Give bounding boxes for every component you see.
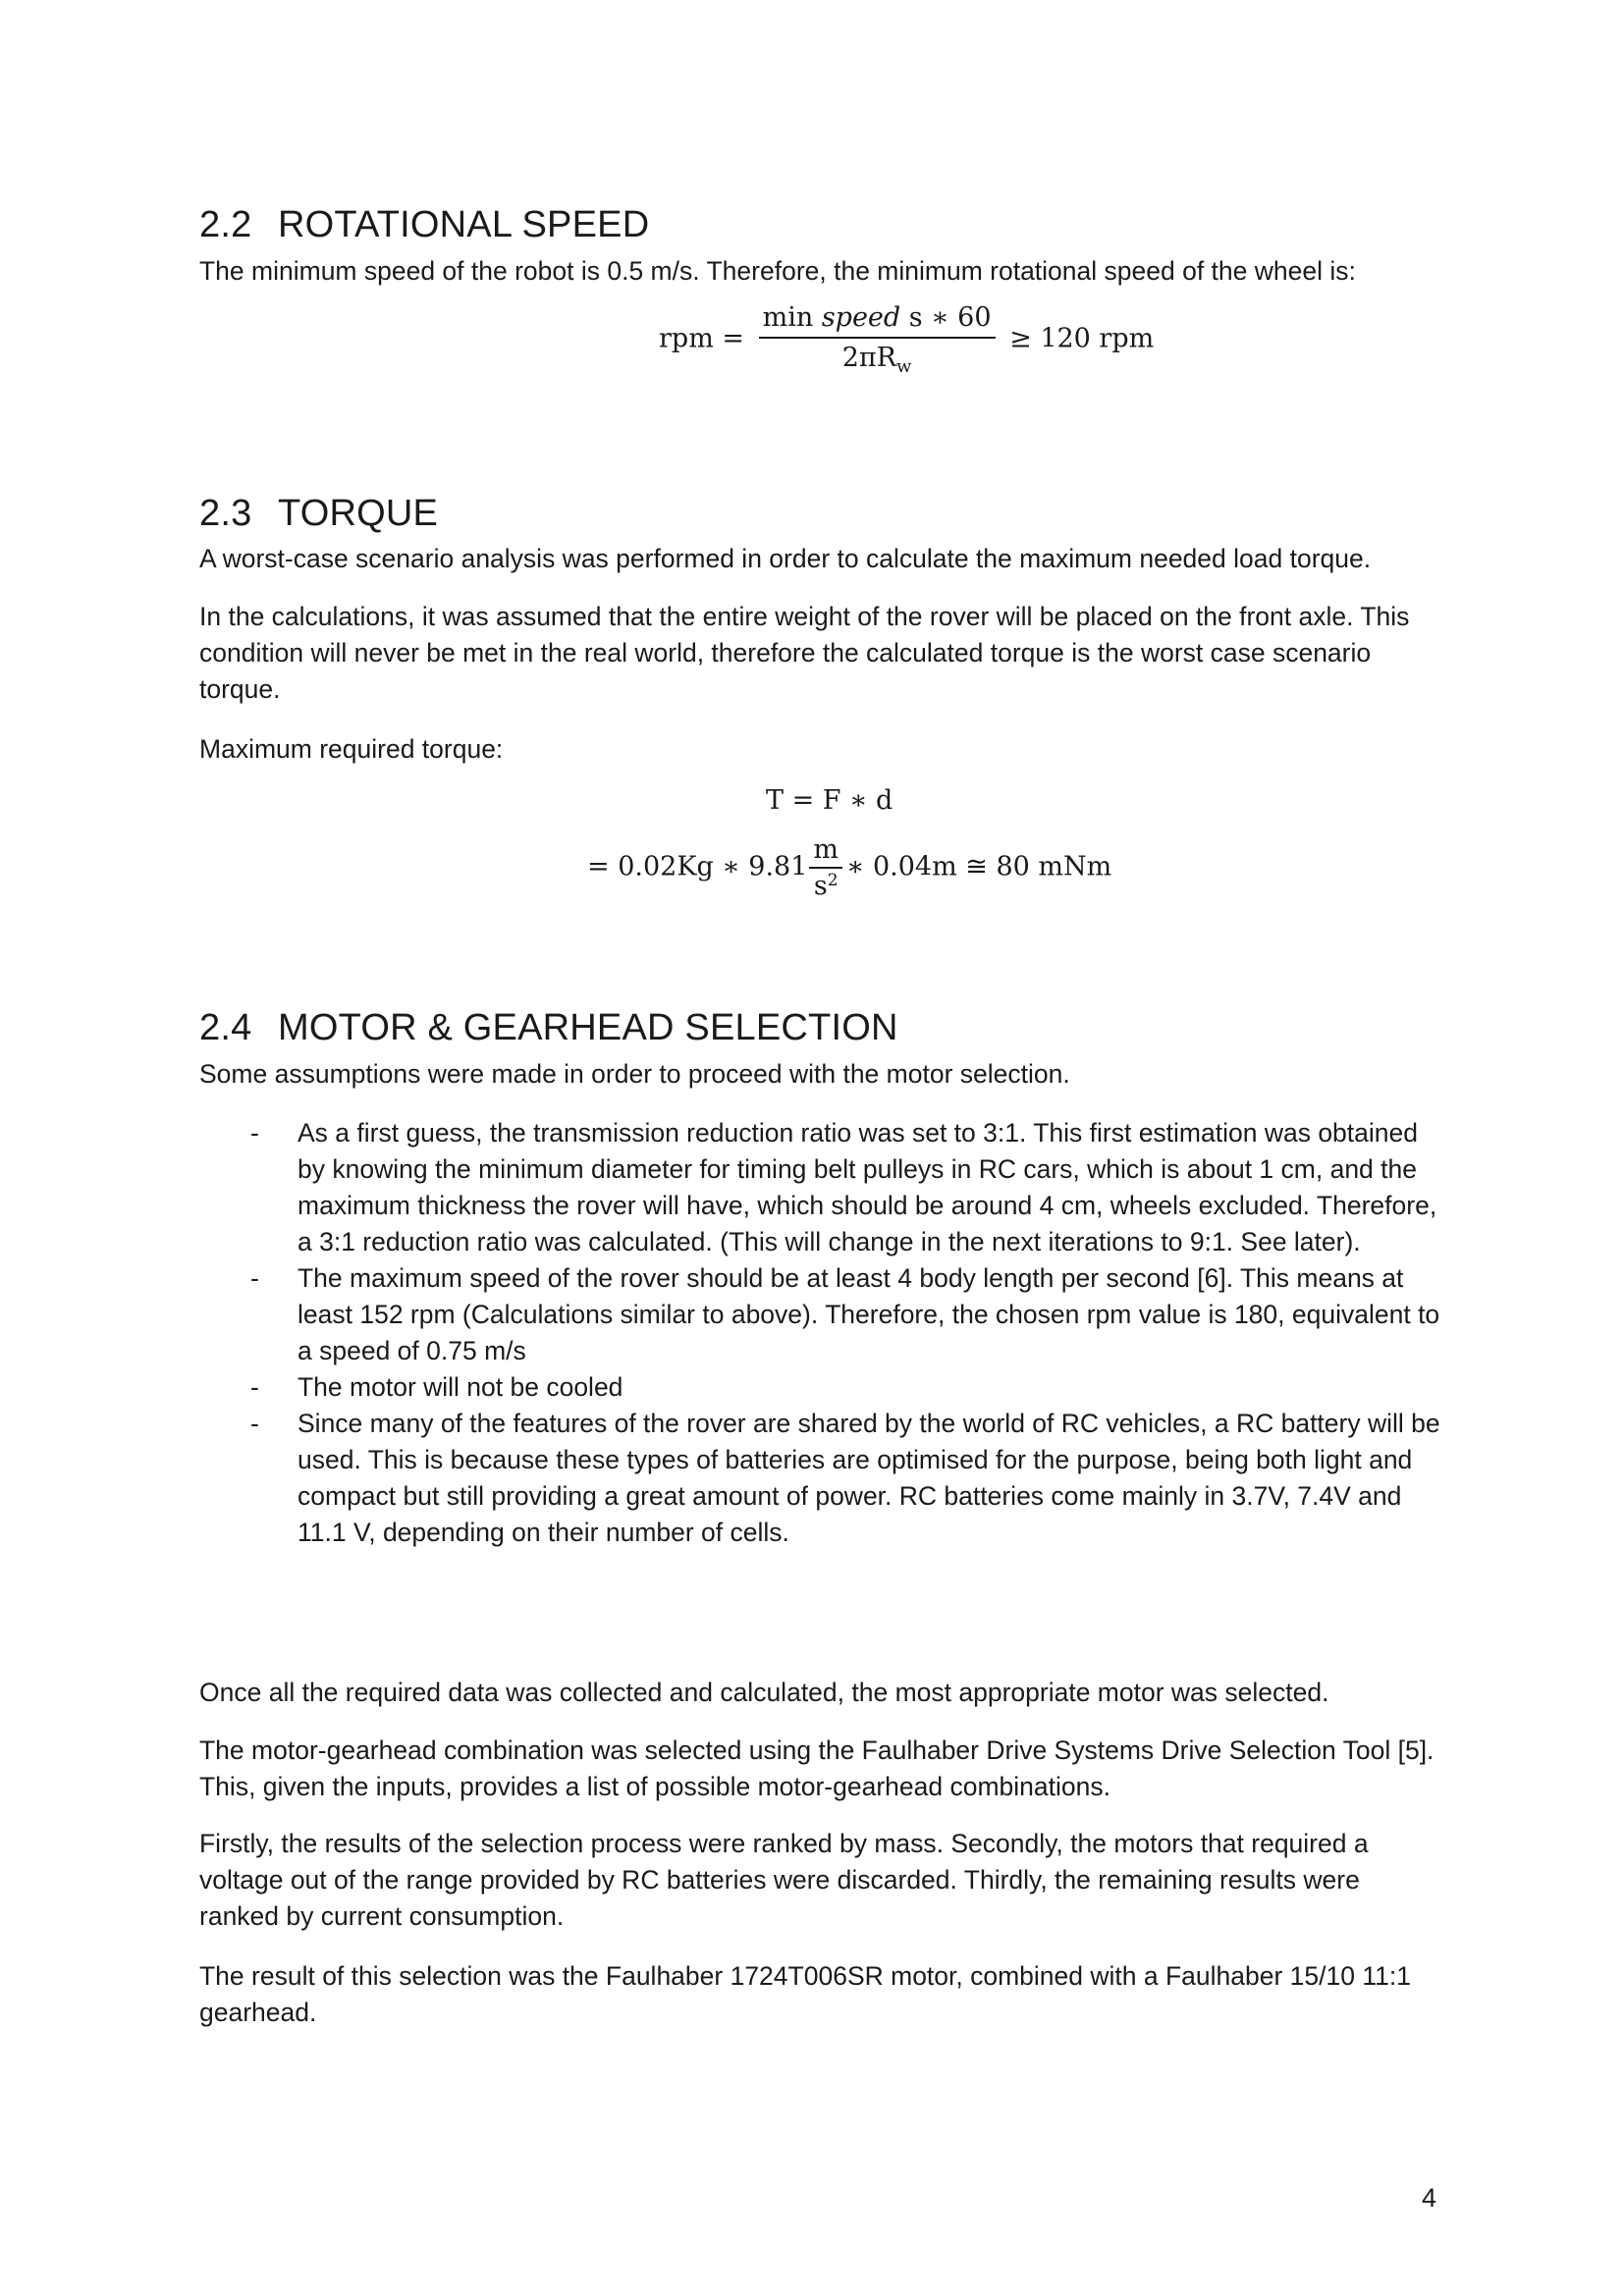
bullet-marker: - xyxy=(250,1263,259,1293)
assumptions-list xyxy=(199,1115,1446,1551)
motor-paragraph-1: Once all the required data was collected and calculated, the most appropriate motor was selected. xyxy=(199,1678,1329,1707)
torque-equation-denominator xyxy=(809,869,842,901)
torque-equation-rhs: ∗ 0.04m ≅ 80 mNm xyxy=(846,851,1112,882)
numerator-rest: s ∗ 60 xyxy=(900,302,992,333)
denominator-superscript: 2 xyxy=(827,871,839,890)
rpm-equation-rhs: ≥ 120 rpm xyxy=(1009,323,1155,354)
motor-paragraph-4: The result of this selection was the Faulhaber 1724T006SR motor, combined with a Faulhaber 15/10 11:1 gearhead. xyxy=(199,1961,1411,2027)
list-item xyxy=(199,1115,1446,1260)
rpm-equation-numerator xyxy=(759,302,996,339)
denominator-subscript: w xyxy=(895,356,912,377)
torque-equation-fraction xyxy=(809,834,842,901)
torque-equation-1: T = F ∗ d xyxy=(766,785,893,816)
list-item-text: The maximum speed of the rover should be at least 4 body length per second [6]. This means at least 152 rpm (Calculations similar to above). Therefore, the chosen rpm value is 180, equivalent to a speed of 0.75 m/s xyxy=(298,1263,1440,1365)
rotational-intro-paragraph: The minimum speed of the robot is 0.5 m/s. Therefore, the minimum rotational speed of the wheel is: xyxy=(199,256,1356,286)
bullet-marker: - xyxy=(250,1409,259,1438)
list-item-text: The motor will not be cooled xyxy=(298,1372,623,1402)
section-title: ROTATIONAL SPEED xyxy=(278,204,650,245)
list-item xyxy=(199,1260,1446,1369)
bullet-marker: - xyxy=(250,1372,259,1402)
list-item xyxy=(199,1369,1446,1406)
motor-paragraph-3: Firstly, the results of the selection process were ranked by mass. Secondly, the motors that required a voltage out of the range provided by RC batteries were discarded. Thirdly, the remaining results were ranked by current consumption. xyxy=(199,1829,1369,1931)
section-number: 2.3 xyxy=(199,493,252,534)
page-number: 4 xyxy=(1422,2183,1437,2213)
torque-equation-numerator: m xyxy=(809,834,842,869)
rpm-equation-fraction xyxy=(759,302,996,377)
torque-paragraph-3: Maximum required torque: xyxy=(199,734,504,764)
list-item xyxy=(199,1406,1446,1551)
numerator-min: min xyxy=(762,302,822,333)
torque-paragraph-2: In the calculations, it was assumed that the entire weight of the rover will be placed on the front axle. This condition will never be met in the real world, therefore the calculated torque is the worst case scenario torque. xyxy=(199,602,1410,704)
rpm-equation xyxy=(659,302,1154,377)
section-heading-rotational-speed xyxy=(199,204,649,246)
denominator-main: 2πR xyxy=(841,343,896,373)
torque-equation-lhs: = 0.02Kg ∗ 9.81 xyxy=(587,851,808,882)
section-heading-motor-selection xyxy=(199,1007,898,1049)
numerator-speed: speed xyxy=(821,302,901,333)
denominator-main: s xyxy=(813,871,828,901)
rpm-equation-denominator xyxy=(759,339,996,377)
torque-paragraph-1: A worst-case scenario analysis was performed in order to calculate the maximum needed load torque. xyxy=(199,544,1372,573)
torque-equation-2 xyxy=(587,834,1111,901)
motor-intro-paragraph: Some assumptions were made in order to proceed with the motor selection. xyxy=(199,1059,1070,1089)
list-item-text: Since many of the features of the rover are shared by the world of RC vehicles, a RC battery will be used. This is because these types of batteries are optimised for the purpose, being both light and compact but still providing a great amount of power. RC batteries come mainly in 3.7V, 7.4V and 11.1 V, depending on their number of cells. xyxy=(298,1409,1440,1547)
section-heading-torque xyxy=(199,493,438,535)
section-number: 2.4 xyxy=(199,1007,252,1048)
rpm-equation-lhs: rpm = xyxy=(659,323,744,354)
section-title: TORQUE xyxy=(278,493,439,534)
list-item-text: As a first guess, the transmission reduction ratio was set to 3:1. This first estimation was obtained by knowing the minimum diameter for timing belt pulleys in RC cars, which is about 1 cm, and the maximum thickness the rover will have, which should be around 4 cm, wheels excluded. Therefore, a 3:1 reduction ratio was calculated. (This will change in the next iterations to 9:1. See later). xyxy=(298,1118,1437,1256)
motor-paragraph-2: The motor-gearhead combination was selected using the Faulhaber Drive Systems Drive Selection Tool [5]. This, given the inputs, provides a list of possible motor-gearhead combinations. xyxy=(199,1735,1435,1801)
section-title: MOTOR & GEARHEAD SELECTION xyxy=(278,1007,898,1048)
bullet-marker: - xyxy=(250,1118,259,1148)
section-number: 2.2 xyxy=(199,204,252,245)
